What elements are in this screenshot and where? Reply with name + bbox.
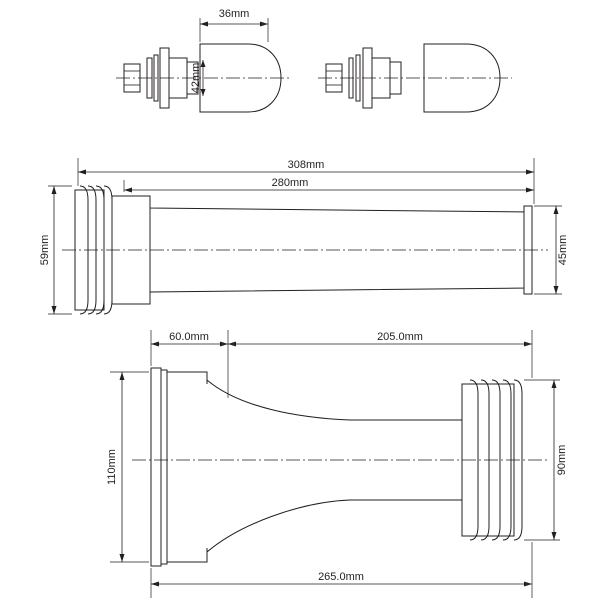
- dim-label-42mm: 42mm: [190, 62, 202, 94]
- top-left-assembly: [116, 44, 292, 112]
- dim-280mm: [124, 177, 534, 193]
- dim-36mm: [200, 8, 268, 42]
- dim-label-265mm: 265.0mm: [318, 571, 364, 583]
- dim-label-60mm: 60.0mm: [169, 331, 209, 343]
- dim-label-110mm: 110mm: [106, 449, 118, 485]
- dim-205mm: [228, 330, 532, 378]
- dim-label-36mm: 36mm: [218, 8, 250, 20]
- dim-label-45mm: 45mm: [557, 234, 569, 266]
- top-right-assembly: [318, 44, 512, 112]
- dim-label-308mm: 308mm: [287, 159, 325, 171]
- straight-connector-body: [62, 186, 548, 314]
- dim-label-59mm: 59mm: [39, 234, 51, 266]
- dim-110mm: [106, 372, 149, 562]
- dim-label-280mm: 280mm: [271, 177, 309, 189]
- dim-label-90mm: 90mm: [556, 444, 568, 476]
- dim-45mm: [534, 206, 569, 294]
- dim-42mm: [190, 60, 206, 96]
- dim-label-205mm: 205.0mm: [377, 331, 423, 343]
- offset-connector-body: [132, 368, 548, 566]
